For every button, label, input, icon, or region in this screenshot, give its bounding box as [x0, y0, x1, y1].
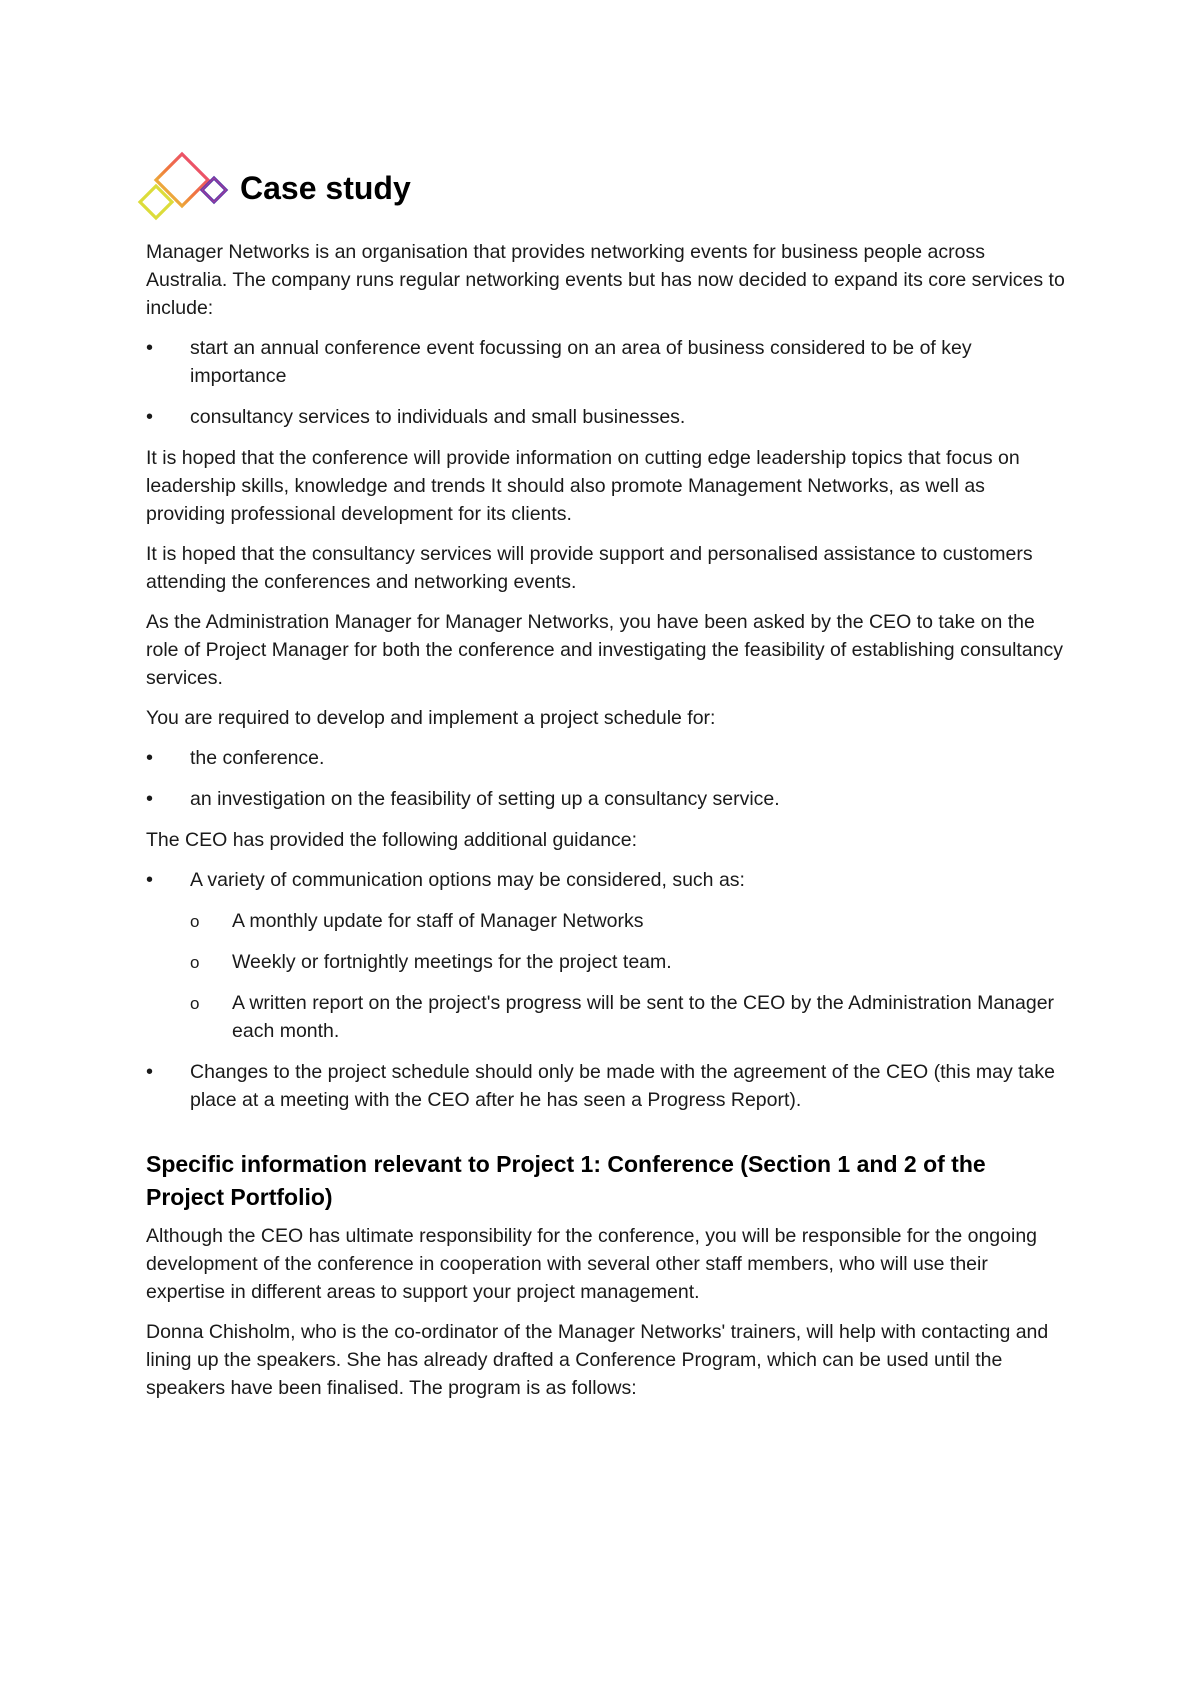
sub-list-item — [190, 907, 1066, 935]
guidance-intro-paragraph: The CEO has provided the following additional guidance: — [146, 829, 638, 851]
circle-bullet-icon: o — [190, 953, 200, 972]
page-title: Case study — [240, 170, 411, 206]
list-item-text: the conference. — [190, 747, 325, 769]
sub-list-item-text: A written report on the project's progress will be sent to the CEO by the Administration Manager each month. — [232, 992, 1055, 1042]
list-item — [146, 403, 1066, 431]
circle-bullet-icon: o — [190, 912, 200, 931]
bullet-icon: • — [146, 747, 154, 769]
bullet-icon: • — [146, 337, 154, 359]
list-item-text: an investigation on the feasibility of setting up a consultancy service. — [190, 788, 780, 810]
required-paragraph: You are required to develop and implement a project schedule for: — [146, 707, 716, 729]
list-item — [146, 744, 1066, 772]
list-item — [146, 1058, 1066, 1114]
list-item-text: start an annual conference event focussing on an area of business considered to be of key importance — [190, 337, 972, 387]
section-paragraph: Donna Chisholm, who is the co-ordinator of the Manager Networks' trainers, will help with contacting and lining up the speakers. She has already drafted a Conference Program, which can be used until the speakers have been finalised. The program is as follows: — [146, 1321, 1049, 1399]
bullet-icon: • — [146, 406, 154, 428]
list-item-text: Changes to the project schedule should only be made with the agreement of the CEO (this may take place at a meeting with the CEO after he has seen a Progress Report). — [190, 1061, 1055, 1111]
list-item — [146, 334, 1066, 390]
schedule-list — [146, 744, 1066, 813]
section-paragraph: Although the CEO has ultimate responsibility for the conference, you will be responsible for the ongoing development of the conference in cooperation with several other staff members, who will use their expertise in different areas to support your project management. — [146, 1225, 1038, 1303]
intro-paragraph: Manager Networks is an organisation that provides networking events for business people across Australia. The company runs regular networking events but has now decided to expand its core services to include: — [146, 241, 1065, 319]
sub-list-item — [190, 989, 1066, 1045]
sub-list-item-text: Weekly or fortnightly meetings for the project team. — [232, 951, 672, 973]
consultancy-hope-paragraph: It is hoped that the consultancy services will provide support and personalised assistance to customers attending the conferences and networking events. — [146, 543, 1033, 593]
sub-list-item — [190, 948, 1066, 976]
document-page — [146, 150, 1066, 1414]
list-item — [146, 785, 1066, 813]
title-row — [134, 150, 1066, 234]
colored-diamond-logo-icon — [134, 150, 234, 230]
section-heading: Specific information relevant to Project 1: Conference (Section 1 and 2 of the Project Portfolio) — [146, 1151, 986, 1210]
guidance-list — [146, 866, 1066, 1114]
sub-list-item-text: A monthly update for staff of Manager Networks — [232, 910, 644, 932]
circle-bullet-icon: o — [190, 994, 200, 1013]
bullet-icon: • — [146, 788, 154, 810]
communication-options-list — [190, 907, 1066, 1045]
list-item — [146, 866, 1066, 1045]
services-list — [146, 334, 1066, 431]
list-item-text: A variety of communication options may be considered, such as: — [190, 869, 745, 891]
role-paragraph: As the Administration Manager for Manager Networks, you have been asked by the CEO to take on the role of Project Manager for both the conference and investigating the feasibility of establishing consultancy services. — [146, 611, 1064, 689]
conference-hope-paragraph: It is hoped that the conference will provide information on cutting edge leadership topics that focus on leadership skills, knowledge and trends It should also promote Management Networks, as well as providing professional development for its clients. — [146, 447, 1020, 525]
bullet-icon: • — [146, 1061, 154, 1083]
list-item-text: consultancy services to individuals and small businesses. — [190, 406, 686, 428]
bullet-icon: • — [146, 869, 154, 891]
